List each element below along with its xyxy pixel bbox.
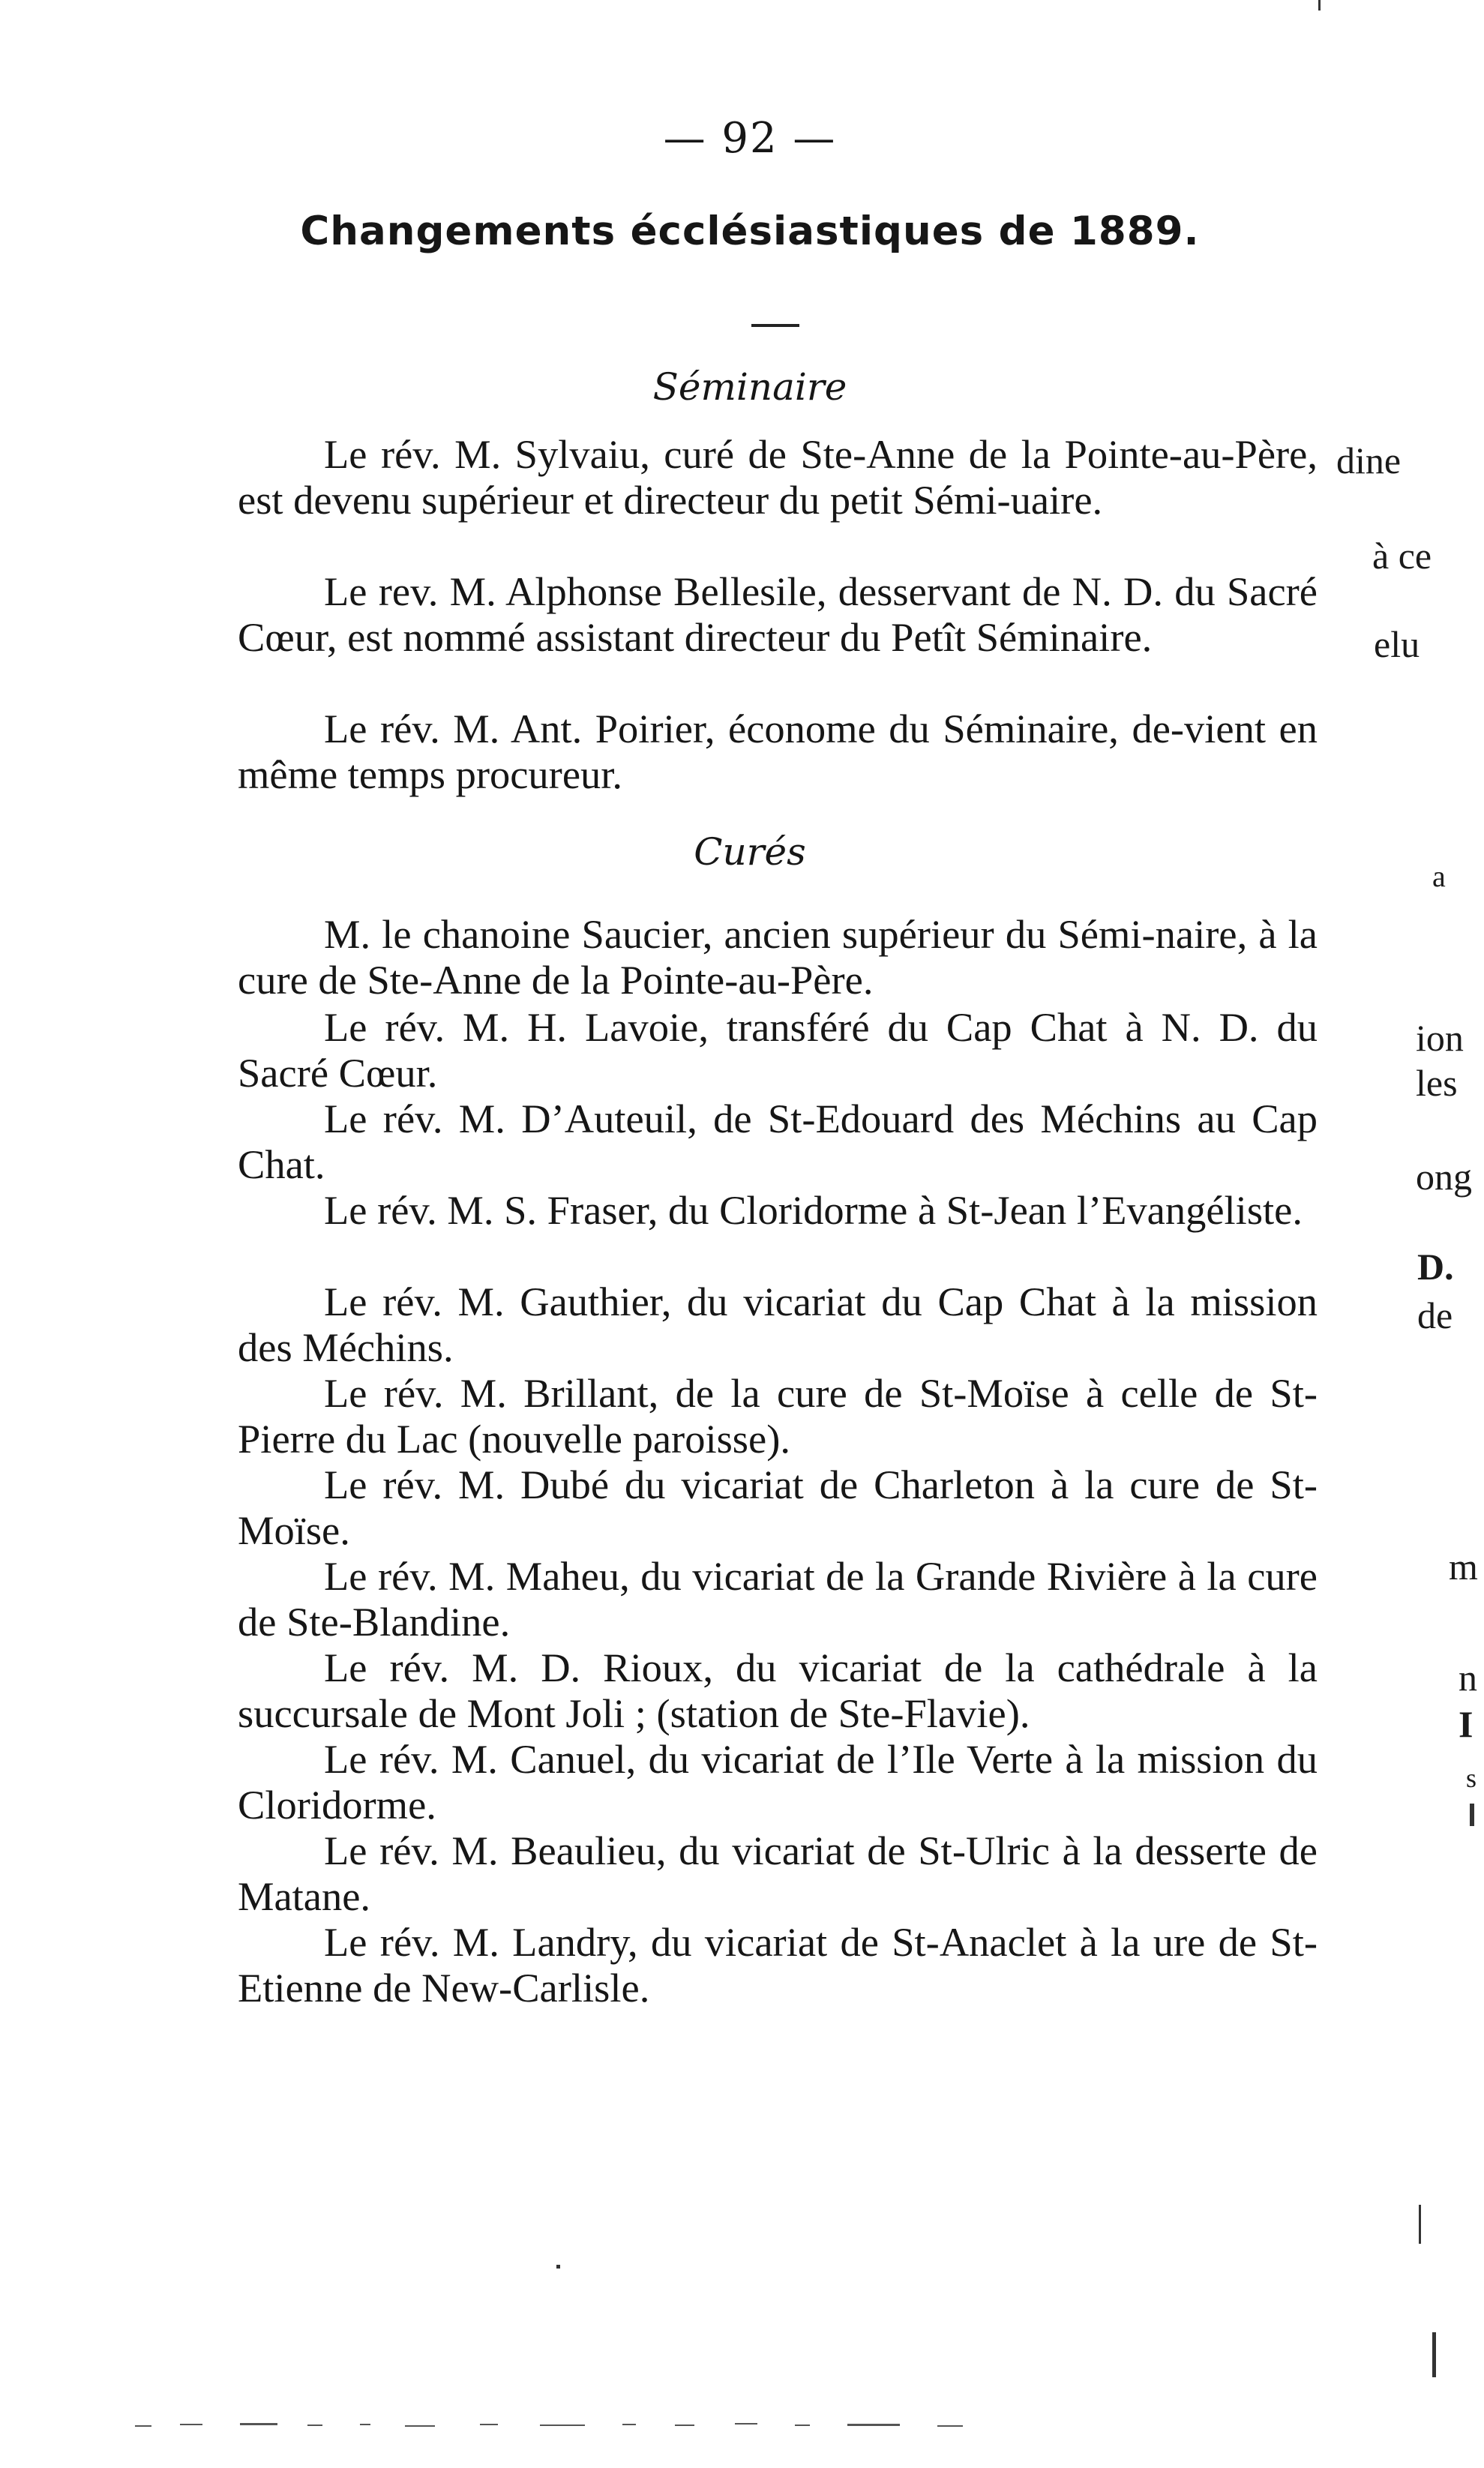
paragraph: M. le chanoine Saucier, ancien supérieur du Sémi-naire, à la cure de Ste-Anne de la Pointe-au-Père. — [238, 911, 1318, 1003]
paragraph: Le rév. M. S. Fraser, du Cloridorme à St-Jean l’Evangéliste. — [324, 1187, 1303, 1233]
paragraph: Le rév. M. D’Auteuil, de St-Edouard des Méchins au Cap Chat. — [238, 1096, 1318, 1187]
margin-fragment: les — [1416, 1062, 1458, 1104]
paragraph: Le rév. M. Beaulieu, du vicariat de St-Ulric à la desserte de Matane. — [238, 1828, 1318, 1919]
paragraph: Le rév. M. Landry, du vicariat de St-Anaclet à la ure de St-Etienne de New-Carlisle. — [238, 1919, 1318, 2011]
edge-mark — [1432, 2332, 1436, 2377]
paragraph: Le rév. M. Gauthier, du vicariat du Cap Chat à la mission des Méchins. — [238, 1279, 1318, 1370]
edge-mark — [1419, 2205, 1421, 2244]
paragraph: Le rev. M. Alphonse Bellesile, desservant de N. D. du Sacré Cœur, est nommé assistant directeur du Petît Séminaire. — [238, 568, 1318, 660]
scan-noise — [135, 2419, 1035, 2429]
margin-fragment: elu — [1374, 623, 1420, 665]
margin-fragment: n — [1459, 1657, 1477, 1699]
margin-fragment: de — [1417, 1294, 1453, 1336]
paragraph: Le rév. M. Brillant, de la cure de St-Moïse à celle de St-Pierre du Lac (nouvelle paroisse). — [238, 1370, 1318, 1462]
edge-mark — [1470, 1804, 1474, 1826]
paragraph: Le rév. M. Maheu, du vicariat de la Grande Rivière à la cure de Ste-Blandine. — [238, 1553, 1318, 1645]
paragraph: Le rév. M. Ant. Poirier, économe du Séminaire, de-vient en même temps procureur. — [238, 706, 1318, 797]
paragraph: Le rév. M. D. Rioux, du vicariat de la cathédrale à la succursale de Mont Joli ; (station de Ste-Flavie). — [238, 1645, 1318, 1736]
page-number: — 92 — — [663, 114, 837, 163]
paragraph: Le rév. M. Sylvaiu, curé de Ste-Anne de la Pointe-au-Père, est devenu supérieur et directeur du petit Sémi-uaire. — [238, 431, 1318, 523]
section-heading-cures: Curés — [694, 830, 806, 874]
page-title: Changements écclésiastiques de 1889. — [300, 208, 1200, 254]
paragraph: Le rév. M. H. Lavoie, transféré du Cap Chat à N. D. du Sacré Cœur. — [238, 1004, 1318, 1096]
margin-fragment: dine — [1336, 439, 1402, 481]
margin-fragment: m — [1449, 1546, 1478, 1588]
paragraph: Le rév. M. Canuel, du vicariat de l’Ile Verte à la mission du Cloridorme. — [238, 1736, 1318, 1828]
margin-fragment: D. — [1417, 1246, 1454, 1288]
margin-fragment: ong — [1416, 1156, 1472, 1198]
edge-mark — [556, 2265, 560, 2269]
title-rule — [751, 324, 799, 327]
section-heading-seminaire: Séminaire — [652, 365, 847, 409]
margin-fragment: a — [1432, 859, 1446, 893]
margin-fragment: I — [1459, 1703, 1474, 1745]
margin-fragment: s — [1466, 1763, 1477, 1793]
paragraph: Le rév. M. Dubé du vicariat de Charleton à la cure de St-Moïse. — [238, 1462, 1318, 1553]
edge-mark — [1318, 0, 1321, 10]
margin-fragment: ion — [1416, 1017, 1464, 1059]
margin-fragment: à ce — [1372, 535, 1432, 577]
